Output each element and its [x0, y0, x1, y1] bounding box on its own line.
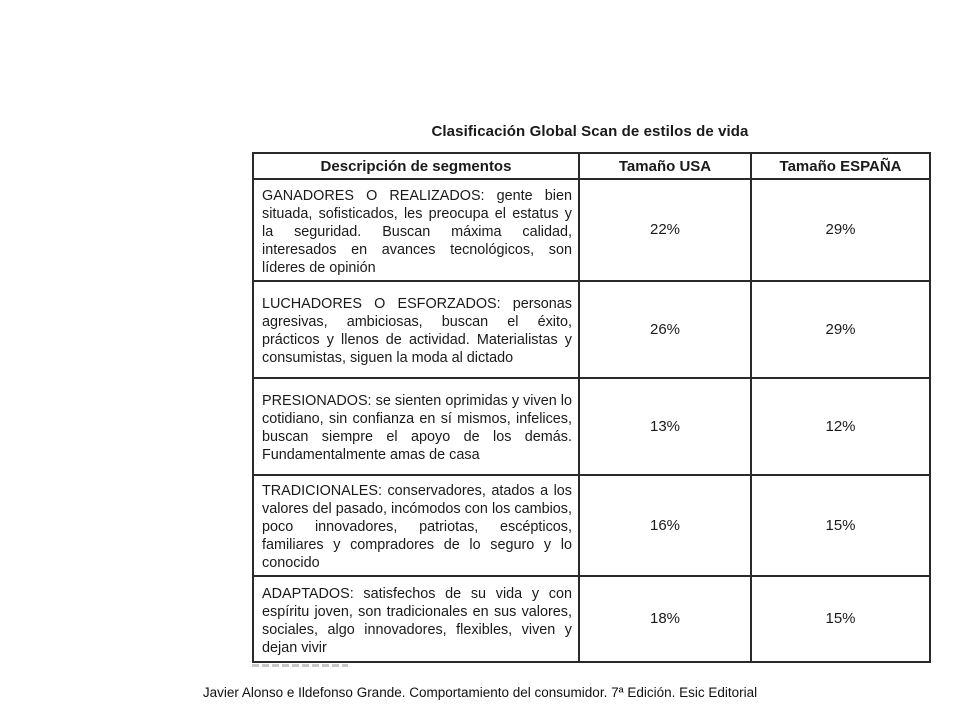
segment-description: TRADICIONALES: conservadores, atados a los valores del pasado, incómodos con los cambios, poco innovadores, patriotas, escépticos, familiares y compradores de lo seguro y lo conocido [253, 475, 579, 576]
table-row [253, 179, 930, 281]
header-description: Descripción de segmentos [253, 153, 579, 179]
usa-size-value: 18% [579, 576, 751, 662]
scan-artifact [252, 664, 348, 667]
usa-size-value: 16% [579, 475, 751, 576]
usa-size-value: 22% [579, 179, 751, 281]
source-citation: Javier Alonso e Ildefonso Grande. Comportamiento del consumidor. 7ª Edición. Esic Editorial [202, 685, 758, 700]
header-spain-size: Tamaño ESPAÑA [751, 153, 930, 179]
spain-size-value: 15% [751, 475, 930, 576]
usa-size-value: 13% [579, 378, 751, 475]
spain-size-value: 29% [751, 281, 930, 378]
table-row [253, 475, 930, 576]
usa-size-value: 26% [579, 281, 751, 378]
table-row [253, 281, 930, 378]
segment-description: PRESIONADOS: se sienten oprimidas y viven lo cotidiano, sin confianza en sí mismos, infelices, buscan siempre el apoyo de los demás. Fundamentalmente amas de casa [253, 378, 579, 475]
segment-description: GANADORES O REALIZADOS: gente bien situada, sofisticados, les preocupa el estatus y la seguridad. Buscan máxima calidad, interesados en avances tecnológicos, son líderes de opinión [253, 179, 579, 281]
spain-size-value: 15% [751, 576, 930, 662]
header-usa-size: Tamaño USA [579, 153, 751, 179]
table-title: Clasificación Global Scan de estilos de vida [431, 123, 749, 140]
spain-size-value: 29% [751, 179, 930, 281]
table-header-row [253, 153, 930, 179]
segment-description: ADAPTADOS: satisfechos de su vida y con espíritu joven, son tradicionales en sus valores, sociales, algo innovadores, flexibles, viven y dejan vivir [253, 576, 579, 662]
segment-description: LUCHADORES O ESFORZADOS: personas agresivas, ambiciosas, buscan el éxito, prácticos y llenos de actividad. Materialistas y consumistas, siguen la moda al dictado [253, 281, 579, 378]
spain-size-value: 12% [751, 378, 930, 475]
table-row [253, 378, 930, 475]
table-row [253, 576, 930, 662]
segments-table [252, 152, 931, 663]
